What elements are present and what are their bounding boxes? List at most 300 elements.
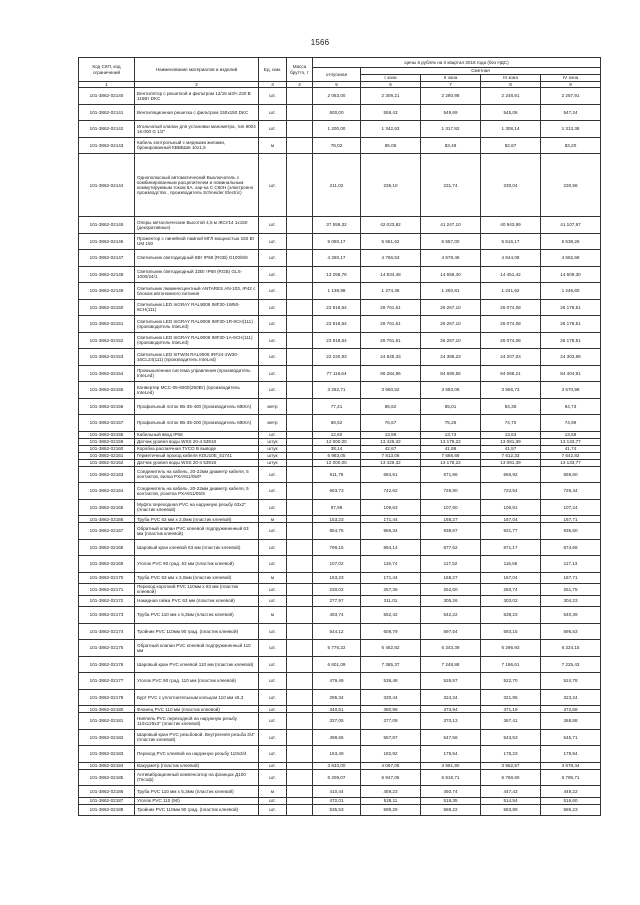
price-zone-4: 117,13 xyxy=(541,556,601,573)
item-weight xyxy=(287,584,313,596)
item-weight xyxy=(287,154,313,217)
price-zone-2: 3 583,06 xyxy=(421,382,481,399)
item-unit: шт. xyxy=(259,656,287,673)
price-zone-2: 168,27 xyxy=(421,572,481,584)
price-zone-4: 726,44 xyxy=(541,483,601,500)
price-release: 1 138,98 xyxy=(313,283,361,300)
header-zone-4: IV зона xyxy=(541,75,601,82)
price-zone-1: 5 661,62 xyxy=(361,233,421,250)
item-weight xyxy=(287,786,313,798)
item-name: Труба PVC 63 мм х 3,0мм (пластик клеевой) xyxy=(135,516,259,523)
item-unit: шт. xyxy=(259,762,287,769)
table-row xyxy=(79,349,601,366)
price-zone-3: 40 943,99 xyxy=(481,217,541,234)
price-release: 97,98 xyxy=(313,499,361,516)
price-zone-3: 178,23 xyxy=(481,746,541,763)
table-row xyxy=(79,607,601,624)
item-weight xyxy=(287,137,313,154)
price-zone-1: 171,44 xyxy=(361,572,421,584)
table-row xyxy=(79,445,601,452)
table-row xyxy=(79,266,601,283)
price-zone-3: 3 962,57 xyxy=(481,762,541,769)
price-zone-1: 13 426,32 xyxy=(361,459,421,466)
price-zone-1: 330,44 xyxy=(361,689,421,706)
price-zone-1: 956,34 xyxy=(361,523,421,540)
price-release: 211,02 xyxy=(313,154,361,217)
price-release: 23 918,64 xyxy=(313,332,361,349)
item-weight xyxy=(287,250,313,267)
price-zone-4: 83,20 xyxy=(541,137,601,154)
price-zone-2: 252,60 xyxy=(421,584,481,596)
price-zone-4: 7 225,43 xyxy=(541,656,601,673)
item-name: Светильник LED InGRAY RAL9006 IMF30-1R-6CH(111) (производитель InteLed) xyxy=(135,316,259,333)
item-unit: шт. xyxy=(259,689,287,706)
item-unit: шт. xyxy=(259,382,287,399)
item-weight xyxy=(287,349,313,366)
price-zone-4: 74,99 xyxy=(541,415,601,432)
price-zone-3: 545,06 xyxy=(481,104,541,121)
price-zone-4: 13 133,77 xyxy=(541,438,601,445)
item-code: 101-3862-02151 xyxy=(79,316,135,333)
price-zone-3: 303,02 xyxy=(481,595,541,607)
item-unit: шт. xyxy=(259,466,287,483)
item-weight xyxy=(287,382,313,399)
price-zone-3: 723,54 xyxy=(481,483,541,500)
table-row xyxy=(79,804,601,816)
item-unit: м xyxy=(259,516,287,523)
price-zone-1: 109,63 xyxy=(361,499,421,516)
item-code: 101-3862-02156 xyxy=(79,398,135,415)
price-zone-1: 608,79 xyxy=(361,623,421,640)
item-code: 101-3862-02162 xyxy=(79,459,135,466)
price-zone-4: 6 795,71 xyxy=(541,769,601,786)
price-release: 4 260,17 xyxy=(313,250,361,267)
table-row xyxy=(79,365,601,382)
item-weight xyxy=(287,415,313,432)
item-weight xyxy=(287,713,313,730)
header-zone-2: II зона xyxy=(421,75,481,82)
item-weight xyxy=(287,466,313,483)
item-name: Вентиляционная решетка с фильтром 150х150 DKC xyxy=(135,104,259,121)
item-unit: шт. xyxy=(259,154,287,217)
price-zone-1: 26 761,61 xyxy=(361,299,421,316)
price-release: 78,02 xyxy=(313,137,361,154)
price-zone-4: 41 107,97 xyxy=(541,217,601,234)
price-zone-3: 543,53 xyxy=(481,729,541,746)
price-zone-2: 542,22 xyxy=(421,607,481,624)
item-code: 101-3862-02168 xyxy=(79,539,135,556)
price-zone-3: 41,57 xyxy=(481,445,541,452)
column-number: 3 xyxy=(259,82,287,88)
item-name: Шаровый кран клеевой 63 мм (пластик клеевой) xyxy=(135,539,259,556)
item-name: Светильник LED InTWIN RAL9006 IRF24-1W30-16CL24(111) (производитель InteLed) xyxy=(135,349,259,366)
price-zone-1: 528,11 xyxy=(361,797,421,804)
price-zone-4: 524,78 xyxy=(541,673,601,690)
price-zone-2: 84 690,56 xyxy=(421,365,481,382)
price-zone-2: 5 557,00 xyxy=(421,233,481,250)
price-zone-1: 86 284,96 xyxy=(361,365,421,382)
price-release: 340,51 xyxy=(313,706,361,713)
price-zone-2: 231,74 xyxy=(421,154,481,217)
price-zone-4: 26 178,51 xyxy=(541,332,601,349)
item-code: 101-3862-02172 xyxy=(79,595,135,607)
price-zone-2: 597,54 xyxy=(421,623,481,640)
price-release: 23 918,64 xyxy=(313,316,361,333)
price-zone-4: 41,74 xyxy=(541,445,601,452)
price-zone-1: 894,14 xyxy=(361,539,421,556)
price-release: 6 983,05 xyxy=(313,452,361,459)
item-unit: шт. xyxy=(259,299,287,316)
item-code: 101-3862-02155 xyxy=(79,382,135,399)
table-row xyxy=(79,438,601,445)
price-zone-2: 4 678,46 xyxy=(421,250,481,267)
column-number: 6 xyxy=(361,82,421,88)
price-zone-2: 168,27 xyxy=(421,516,481,523)
item-code: 101-3862-02164 xyxy=(79,483,135,500)
price-zone-1: 26 761,61 xyxy=(361,332,421,349)
price-zone-1: 76,67 xyxy=(361,415,421,432)
price-zone-2: 7 668,68 xyxy=(421,452,481,459)
price-zone-4: 547,24 xyxy=(541,104,601,121)
table-row xyxy=(79,673,601,690)
item-name: Уголок PVC 110 (90) xyxy=(135,797,259,804)
item-unit: м xyxy=(259,572,287,584)
item-weight xyxy=(287,299,313,316)
item-weight xyxy=(287,217,313,234)
price-release: 77 118,64 xyxy=(313,365,361,382)
price-zone-2: 13,73 xyxy=(421,431,481,438)
price-release: 6 601,09 xyxy=(313,656,361,673)
price-zone-4: 24 303,98 xyxy=(541,349,601,366)
price-release: 107,02 xyxy=(313,556,361,573)
price-zone-1: 171,44 xyxy=(361,516,421,523)
price-release: 799,15 xyxy=(313,539,361,556)
price-release: 337,05 xyxy=(313,713,361,730)
price-release: 163,49 xyxy=(313,746,361,763)
item-weight xyxy=(287,572,313,584)
item-weight xyxy=(287,769,313,786)
table-row xyxy=(79,452,601,459)
price-zone-2: 1 250,81 xyxy=(421,283,481,300)
item-code: 101-3862-02183 xyxy=(79,746,135,763)
price-zone-3: 6 296,93 xyxy=(481,640,541,657)
price-zone-4: 874,66 xyxy=(541,539,601,556)
item-code: 101-3862-02157 xyxy=(79,415,135,432)
item-weight xyxy=(287,623,313,640)
table-row xyxy=(79,382,601,399)
item-code: 101-3862-02145 xyxy=(79,217,135,234)
item-code: 101-3862-02163 xyxy=(79,466,135,483)
item-weight xyxy=(287,516,313,523)
price-zone-3: 7 612,33 xyxy=(481,452,541,459)
price-zone-2: 728,90 xyxy=(421,483,481,500)
item-weight xyxy=(287,332,313,349)
table-row xyxy=(79,539,601,556)
item-name: Соединитель на кабель, 20-22мм диаметр кабеля, 5 контактов, вилка PXA911/05/P xyxy=(135,466,259,483)
item-unit: м xyxy=(259,786,287,798)
price-zone-4: 84,73 xyxy=(541,398,601,415)
table-body xyxy=(79,88,601,816)
item-name: Прожектор с линейной лампой МГЛ мощностью 150 Вт UM 150 xyxy=(135,233,259,250)
price-zone-4: 167,71 xyxy=(541,516,601,523)
price-release: 1 200,00 xyxy=(313,121,361,138)
price-zone-1: 26 761,61 xyxy=(361,316,421,333)
item-unit: штук xyxy=(259,459,287,466)
item-unit: шт. xyxy=(259,523,287,540)
price-zone-1: 1 342,63 xyxy=(361,121,421,138)
item-name: Обратный клапан PVC клеевой подпружиненный 110 мм xyxy=(135,640,259,657)
item-unit: метр xyxy=(259,415,287,432)
item-weight xyxy=(287,673,313,690)
price-zone-4: 167,71 xyxy=(541,572,601,584)
table-row xyxy=(79,640,601,657)
item-weight xyxy=(287,266,313,283)
item-unit: шт. xyxy=(259,217,287,234)
price-release: 153,23 xyxy=(313,572,361,584)
header-name: Наименование материалов и изделий xyxy=(135,58,259,82)
table-row xyxy=(79,121,601,138)
column-number: 8 xyxy=(481,82,541,88)
item-name: Уголок PVC 90 град. 63 мм (пластик клеевой) xyxy=(135,556,259,573)
item-weight xyxy=(287,121,313,138)
price-zone-3: 84,39 xyxy=(481,398,541,415)
item-unit: метр xyxy=(259,398,287,415)
item-unit: штук xyxy=(259,452,287,459)
price-zone-1: 311,01 xyxy=(361,595,421,607)
price-zone-4: 84 404,91 xyxy=(541,365,601,382)
price-zone-1: 24 845,33 xyxy=(361,349,421,366)
price-zone-3: 116,66 xyxy=(481,556,541,573)
table-row xyxy=(79,656,601,673)
price-zone-1: 13,99 xyxy=(361,431,421,438)
price-zone-2: 24 386,23 xyxy=(421,349,481,366)
item-name: Профильный лоток КБ-35-200 (производитель МЕКА) xyxy=(135,415,259,432)
item-name: Датчик уровня воды WSS 20-4 53918 xyxy=(135,459,259,466)
price-zone-3: 538,23 xyxy=(481,607,541,624)
table-row xyxy=(79,332,601,349)
price-zone-4: 13,68 xyxy=(541,431,601,438)
table-row xyxy=(79,623,601,640)
item-code: 101-3862-02180 xyxy=(79,706,135,713)
item-weight xyxy=(287,431,313,438)
price-release: 77,41 xyxy=(313,398,361,415)
item-unit: штук xyxy=(259,438,287,445)
item-code: 101-3862-02169 xyxy=(79,556,135,573)
item-unit: штук xyxy=(259,445,287,452)
header-estimate-price: Сметная xyxy=(361,68,601,75)
table-row xyxy=(79,584,601,596)
item-weight xyxy=(287,706,313,713)
item-name: Светильник светодиодный 32Вт IP68 (RGB) GLS-1000/24/1 xyxy=(135,266,259,283)
item-weight xyxy=(287,656,313,673)
price-release: 68,52 xyxy=(313,415,361,432)
item-code: 101-3862-02142 xyxy=(79,121,135,138)
item-name: Кабельный ввод IP68 xyxy=(135,431,259,438)
price-zone-1: 236,10 xyxy=(361,154,421,217)
item-unit: шт. xyxy=(259,797,287,804)
price-zone-2: 179,54 xyxy=(421,746,481,763)
price-zone-4: 1 313,38 xyxy=(541,121,601,138)
table-row xyxy=(79,459,601,466)
price-zone-2: 6 343,39 xyxy=(421,640,481,657)
price-zone-1: 684,51 xyxy=(361,466,421,483)
price-zone-3: 583,89 xyxy=(481,804,541,816)
item-weight xyxy=(287,556,313,573)
price-zone-1: 6 462,82 xyxy=(361,640,421,657)
price-zone-4: 6 324,15 xyxy=(541,640,601,657)
item-code: 101-3862-02173 xyxy=(79,607,135,624)
item-weight xyxy=(287,595,313,607)
price-release: 13 258,78 xyxy=(313,266,361,283)
price-zone-2: 6 818,71 xyxy=(421,769,481,786)
price-zone-1: 86,62 xyxy=(361,398,421,415)
item-unit: шт. xyxy=(259,332,287,349)
item-unit: шт. xyxy=(259,539,287,556)
item-code: 101-3862-02159 xyxy=(79,438,135,445)
price-zone-2: 117,52 xyxy=(421,556,481,573)
item-code: 101-3862-02141 xyxy=(79,104,135,121)
item-name: Вакууметр (пластик клеевой) xyxy=(135,762,259,769)
item-weight xyxy=(287,398,313,415)
price-zone-3: 250,74 xyxy=(481,584,541,596)
price-release: 544,12 xyxy=(313,623,361,640)
table-row xyxy=(79,762,601,769)
item-unit: шт. xyxy=(259,713,287,730)
price-zone-1: 459,23 xyxy=(361,786,421,798)
price-zone-3: 13 081,39 xyxy=(481,438,541,445)
item-name: Светильник LED InGRAY RAL9006 IMF30-1A-6CH(111) (производитель InteLed) xyxy=(135,332,259,349)
item-name: Шаровый кран PVC клеевой 110 мм (пластик клеевой) xyxy=(135,656,259,673)
item-name: Однополюсный автоматический Выключатель с комбинированным расцепителем и номинальным коммутируемым током 6А, хар-ка С C60H (электронно производство , производитель Schneider Electric) xyxy=(135,154,259,217)
price-release: 6 209,07 xyxy=(313,769,361,786)
item-code: 101-3862-02174 xyxy=(79,623,135,640)
price-zone-3: 3 556,73 xyxy=(481,382,541,399)
item-unit: шт. xyxy=(259,556,287,573)
table-row xyxy=(79,398,601,415)
price-release: 498,66 xyxy=(313,729,361,746)
table-row xyxy=(79,88,601,105)
table-row xyxy=(79,595,601,607)
table-row xyxy=(79,137,601,154)
item-code: 101-3862-02178 xyxy=(79,689,135,706)
table-row xyxy=(79,233,601,250)
price-zone-1: 380,98 xyxy=(361,706,421,713)
price-zone-2: 41,88 xyxy=(421,445,481,452)
item-weight xyxy=(287,797,313,804)
item-weight xyxy=(287,523,313,540)
item-name: Переход короткий PVC 110мм х 63 мм (пластик клеевой) xyxy=(135,584,259,596)
item-unit: шт. xyxy=(259,233,287,250)
price-zone-2: 305,26 xyxy=(421,595,481,607)
item-code: 101-3862-02154 xyxy=(79,365,135,382)
price-zone-2: 41 247,10 xyxy=(421,217,481,234)
table-row xyxy=(79,104,601,121)
item-weight xyxy=(287,640,313,657)
price-zone-2: 13 178,22 xyxy=(421,459,481,466)
price-zone-1: 3 650,52 xyxy=(361,382,421,399)
price-release: 493,74 xyxy=(313,607,361,624)
table-row xyxy=(79,797,601,804)
item-code: 101-3862-02149 xyxy=(79,283,135,300)
item-name: Датчик уровня воды WSS 20-4 53918 xyxy=(135,438,259,445)
price-zone-3: 6 768,60 xyxy=(481,769,541,786)
item-name: Промышленная система управления (производитель InteLed) xyxy=(135,365,259,382)
price-zone-3: 5 516,17 xyxy=(481,233,541,250)
item-unit: шт. xyxy=(259,729,287,746)
price-zone-3: 167,04 xyxy=(481,572,541,584)
item-weight xyxy=(287,689,313,706)
item-code: 101-3862-02153 xyxy=(79,349,135,366)
price-zone-3: 931,77 xyxy=(481,523,541,540)
price-zone-4: 449,22 xyxy=(541,786,601,798)
price-zone-1: 7 813,06 xyxy=(361,452,421,459)
price-zone-1: 4 067,05 xyxy=(361,762,421,769)
item-weight xyxy=(287,445,313,452)
item-name: Обратный клапан PVC клеевой подпружиненный 63 мм (пластик клеевой) xyxy=(135,523,259,540)
price-release: 479,49 xyxy=(313,673,361,690)
price-zone-2: 526,57 xyxy=(421,673,481,690)
price-release: 500,00 xyxy=(313,104,361,121)
table-row xyxy=(79,786,601,798)
column-number: 2 xyxy=(135,82,259,88)
price-zone-4: 1 246,60 xyxy=(541,283,601,300)
price-zone-1: 742,62 xyxy=(361,483,421,500)
header-price-group: Цены в рублях на II квартал 2018 года (без НДС) xyxy=(313,58,601,68)
price-release: 277,97 xyxy=(313,595,361,607)
price-zone-4: 7 642,82 xyxy=(541,452,601,459)
item-code: 101-3862-02182 xyxy=(79,729,135,746)
item-unit: шт. xyxy=(259,623,287,640)
item-weight xyxy=(287,499,313,516)
price-zone-3: 7 196,61 xyxy=(481,656,541,673)
price-zone-4: 586,23 xyxy=(541,804,601,816)
price-zone-1: 557,87 xyxy=(361,729,421,746)
price-zone-2: 518,35 xyxy=(421,797,481,804)
table-row xyxy=(79,556,601,573)
item-weight xyxy=(287,316,313,333)
item-unit: шт. xyxy=(259,266,287,283)
table-row xyxy=(79,283,601,300)
column-number: 1 xyxy=(79,82,135,88)
item-code: 101-3862-02181 xyxy=(79,713,135,730)
item-code: 101-3862-02166 xyxy=(79,516,135,523)
price-zone-4: 304,23 xyxy=(541,595,601,607)
table-row xyxy=(79,729,601,746)
item-unit: шт. xyxy=(259,706,287,713)
price-zone-4: 540,39 xyxy=(541,607,601,624)
price-zone-4: 368,88 xyxy=(541,713,601,730)
item-weight xyxy=(287,729,313,746)
price-zone-3: 367,41 xyxy=(481,713,541,730)
column-number: 7 xyxy=(421,82,481,88)
item-code: 101-3862-02176 xyxy=(79,656,135,673)
item-unit: шт. xyxy=(259,804,287,816)
item-weight xyxy=(287,483,313,500)
price-zone-3: 82,87 xyxy=(481,137,541,154)
item-unit: шт. xyxy=(259,121,287,138)
item-weight xyxy=(287,365,313,382)
table-row xyxy=(79,415,601,432)
price-zone-2: 85,01 xyxy=(421,398,481,415)
price-zone-2: 324,34 xyxy=(421,689,481,706)
price-zone-1: 42 023,82 xyxy=(361,217,421,234)
price-release: 12 000,00 xyxy=(313,459,361,466)
item-unit: шт. xyxy=(259,431,287,438)
table-row xyxy=(79,483,601,500)
table-row xyxy=(79,706,601,713)
table-row xyxy=(79,516,601,523)
price-zone-3: 13 081,39 xyxy=(481,459,541,466)
